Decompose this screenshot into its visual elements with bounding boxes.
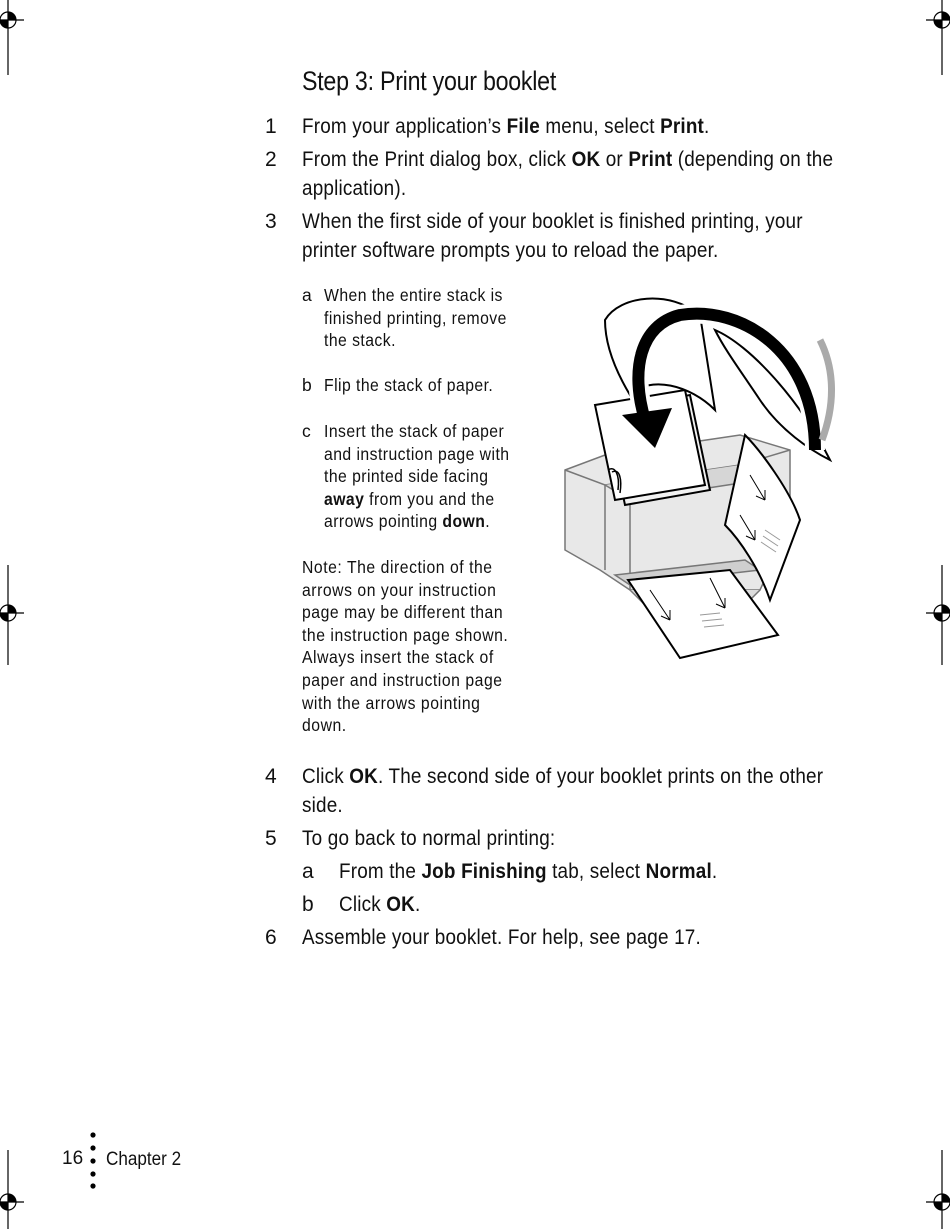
step-5: [265, 824, 583, 853]
step-text: . The second side of your booklet prints on the other: [377, 765, 824, 788]
step-4: [265, 762, 881, 820]
step-number: 6: [265, 926, 277, 949]
step-number: 4: [265, 765, 277, 788]
step-text: printer software prompts you to reload the paper.: [302, 239, 719, 262]
step-3: [265, 207, 858, 265]
step-number: 3: [265, 210, 277, 233]
step-number: 1: [265, 115, 277, 138]
substep-text: Click: [339, 893, 387, 916]
substep-text: from you and the: [364, 488, 495, 509]
step-text: From the Print dialog box, click: [302, 148, 572, 171]
substep-letter: b: [302, 893, 314, 916]
button-name: OK: [386, 893, 415, 916]
substep-text: .: [711, 860, 718, 883]
step-text: .: [704, 115, 710, 138]
step-text: or: [600, 148, 629, 171]
menu-name: File: [506, 115, 540, 138]
substep-5a: [302, 857, 759, 886]
substep-text: tab, select: [546, 860, 646, 883]
crop-mark-top-left: [0, 0, 24, 75]
note-block: [302, 556, 531, 737]
chapter-label: Chapter 2: [106, 1149, 182, 1170]
substep-3a: [302, 284, 527, 352]
emphasis: away: [324, 488, 365, 509]
substep-text: When the entire stack is: [324, 285, 503, 305]
substep-text: .: [485, 511, 491, 531]
crop-mark-top-right: [926, 0, 950, 75]
step-text: application).: [302, 177, 407, 200]
substep-text: the stack.: [324, 330, 396, 350]
substep-text: and instruction page with: [324, 443, 510, 464]
substep-letter: a: [302, 285, 313, 305]
note-text: down.: [302, 715, 347, 736]
note-text: paper and instruction page: [302, 669, 503, 690]
substep-3c: [302, 420, 530, 533]
step-text: side.: [302, 794, 343, 817]
step-number: 5: [265, 827, 277, 850]
crop-mark-bottom-left: [0, 1150, 24, 1229]
substep-text: arrows pointing: [324, 511, 443, 531]
printer-reload-illustration: [560, 290, 840, 670]
substep-text: finished printing, remove: [324, 307, 507, 328]
note-text: arrows on your instruction: [302, 579, 497, 600]
step-text: From your application’s: [302, 115, 507, 138]
substep-letter: a: [302, 860, 314, 883]
step-number: 2: [265, 148, 277, 171]
substep-text: From the: [339, 860, 422, 883]
button-name: OK: [571, 148, 601, 171]
substep-5b: [302, 890, 429, 919]
step-6: [265, 923, 745, 952]
step-text: When the first side of your booklet is finished printing, your: [302, 210, 803, 233]
button-name: Print: [628, 148, 673, 171]
note-text: with the arrows pointing: [302, 692, 481, 713]
substep-text: Insert the stack of paper: [324, 421, 505, 441]
substep-text: Flip the stack of paper.: [324, 375, 494, 395]
tab-name: Job Finishing: [421, 860, 547, 883]
option-name: Normal: [645, 860, 712, 883]
substep-3b: [302, 374, 512, 397]
substep-text: the printed side facing: [324, 466, 489, 486]
step-text: To go back to normal printing:: [302, 827, 556, 850]
page-title: Step 3: Print your booklet: [302, 66, 557, 96]
command-name: Print: [660, 115, 705, 138]
note-text: the instruction page shown.: [302, 624, 509, 645]
note-text: page may be different than: [302, 602, 504, 623]
step-1: [265, 112, 755, 141]
step-2: [265, 145, 892, 203]
substep-letter: c: [302, 421, 312, 441]
crop-mark-bottom-right: [926, 1150, 950, 1229]
step-text: menu, select: [539, 115, 661, 138]
footer-dots-icon: [88, 1130, 98, 1190]
note-text: Note: The direction of the: [302, 557, 493, 577]
emphasis: down: [442, 511, 486, 531]
note-text: Always insert the stack of: [302, 647, 494, 668]
substep-letter: b: [302, 375, 313, 395]
page-number: 16: [62, 1148, 84, 1169]
step-text: (depending on the: [672, 148, 834, 171]
substep-text: .: [414, 893, 421, 916]
step-text: Assemble your booklet. For help, see page 17.: [302, 926, 701, 949]
step-text: Click: [302, 765, 350, 788]
paper-stack-icon: [595, 390, 710, 505]
button-name: OK: [349, 765, 378, 788]
